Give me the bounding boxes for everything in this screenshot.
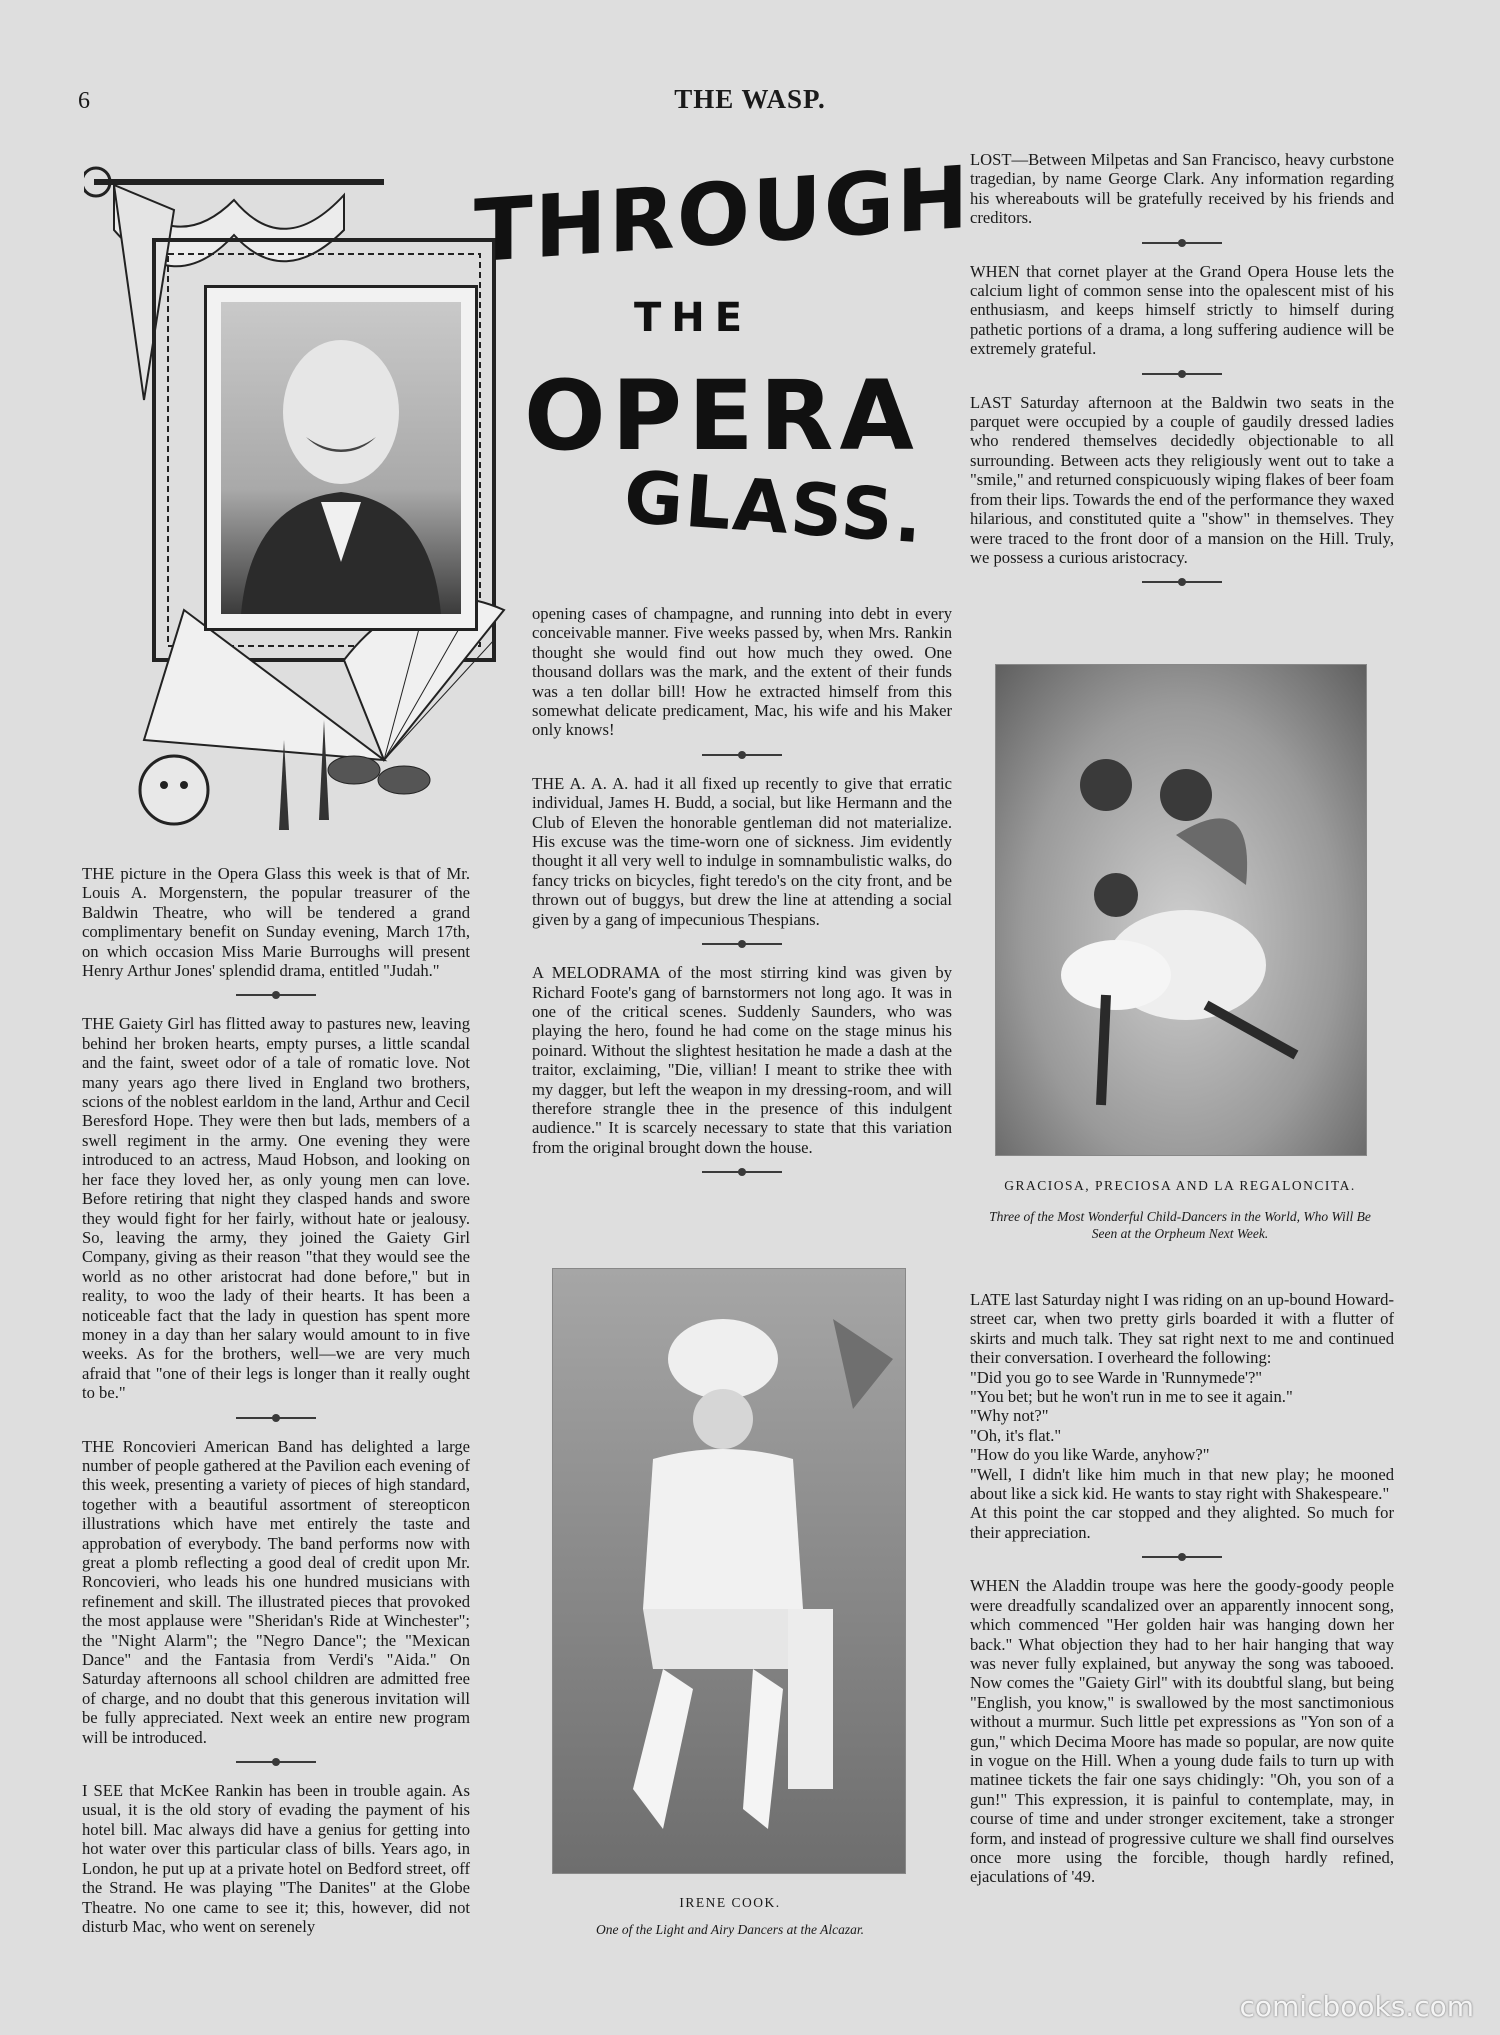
- dialogue-line: "Did you go to see Warde in 'Runnymede'?": [970, 1367, 1263, 1387]
- article-aladdin-troupe: [970, 1576, 1394, 1887]
- article-text: WHEN the Aladdin troupe was here the goody-goody people were dreadfully scandalized over an apparently innocent song, which commenced "Her golden hair was hanging down her back." What objection they had to her hair hanging that way was never fully explained, but anyway the song was tabooed. Now comes the "Gaiety Girl" with its doubtful slang, but being "English, you know," is swallowed by the most sanctimonious without a murmur. Such little pet expressions as "Yon son of a gun," which Decima Moore has made so popular, are now quite in vogue on the Hill. When a young dude fails to turn up with matinee tickets the fair one says chidingly: "Oh, you son of a gun!" This expression, it is painful to contemplate, may, in course of time and under stronger excitement, take a stronger form, and instead of progressive culture we shall find ourselves once more using the forcible, though hardly refined, ejaculations of '49.: [970, 1576, 1394, 1887]
- dancers-illustration: [996, 665, 1366, 1155]
- article-gaiety-girl: [82, 1014, 470, 1402]
- article-roncovieri-band: [82, 1437, 470, 1748]
- article-text: At this point the car stopped and they alighted. So much for their appreciation.: [970, 1503, 1394, 1542]
- title-glass: GLASS.: [621, 454, 928, 560]
- title-through: THROUGH: [474, 147, 971, 283]
- dancer-illustration: [553, 1269, 905, 1873]
- dialogue-line: "How do you like Warde, anyhow?": [970, 1445, 1210, 1465]
- article-text: LAST Saturday afternoon at the Baldwin two seats in the parquet were occupied by a couple of gaudily dressed ladies who rendered themselves decidedly objectionable to all surrounding. Between acts they religiously went out to take a "smile," and returned conspicuously wiping flakes of beer foam from their lips. Towards the end of the performance they waxed hilarious, and constituted quite a "show" in themselves. They were traced to the front door of a mansion on the Hill. Truly, we possess a curious aristocracy.: [970, 392, 1394, 567]
- caption-subtitle: One of the Light and Airy Dancers at the Alcazar.: [596, 1922, 864, 1937]
- caption-title: GRACIOSA, PRECIOSA AND LA REGALONCITA.: [1004, 1178, 1356, 1193]
- article-text: LATE last Saturday night I was riding on an up-bound Howard-street car, when two pretty girls boarded it with a flutter of skirts and much talk. They sat right next to me and continued their conversation. I overheard the following:: [970, 1290, 1394, 1368]
- divider: [1142, 581, 1222, 583]
- divider: [236, 1417, 316, 1419]
- article-lost: [970, 150, 1394, 228]
- article-mckee-rankin: [82, 1781, 470, 1936]
- column-right-top: [970, 150, 1394, 601]
- photo-irene-cook: [552, 1268, 906, 1874]
- divider: [702, 754, 782, 756]
- man-portrait-silhouette: [221, 302, 461, 614]
- page-number: 6: [78, 88, 90, 114]
- article-rankin-continued: [532, 604, 952, 740]
- photo-child-dancers: [995, 664, 1367, 1156]
- article-howard-street-car: [970, 1290, 1394, 1542]
- article-cornet-player: [970, 262, 1394, 359]
- column-left: [82, 864, 470, 1950]
- caption-dancers: [975, 1178, 1385, 1242]
- article-aaa-budd: [532, 774, 952, 929]
- dialogue-line: "You bet; but he won't run in me to see it again.": [970, 1387, 1293, 1407]
- article-morgenstern: [82, 864, 470, 980]
- divider: [1142, 242, 1222, 244]
- dialogue-line: "Oh, it's flat.": [970, 1425, 1062, 1445]
- article-text: THE picture in the Opera Glass this week is that of Mr. Louis A. Morgenstern, the popular treasurer of the Baldwin Theatre, who will be tendered a grand complimentary benefit on Sunday evening, March 17th, on which occasion Miss Marie Burroughs will present Henry Arthur Jones' splendid drama, entitled "Judah.": [82, 864, 470, 981]
- article-text: opening cases of champagne, and running into debt in every conceivable manner. Five weeks passed by, when Mrs. Rankin thought she would find out how much they owed. One thousand dollars was the mark, and the extent of their funds was a ten dollar bill! How he extracted himself from this somewhat delicate predicament, Mac, his wife and his Maker only knows!: [532, 604, 952, 740]
- title-the: THE: [634, 295, 753, 341]
- article-text: THE A. A. A. had it all fixed up recently to give that erratic individual, James H. Budd, a social, but like Hermann and the Club of Eleven the honorable gentleman did not materialize. His excuse was the time-worn one of sickness. Jim evidently thought it all very well to indulge in somnambulistic walks, do fancy tricks on bicycles, fight teredo's on the city front, and be thrown out of buggys, but drew the line at attending a social given by a gang of impecunious Thespians.: [532, 773, 952, 929]
- article-melodrama: [532, 963, 952, 1157]
- article-text: THE Gaiety Girl has flitted away to pastures new, leaving behind her broken hearts, empty purses, a little scandal and the faint, sweet odor of a tale of romatic love. Not many years ago there lived in England two brothers, scions of the noblest earldom in the land, Arthur and Cecil Beresford Hope. They were then but lads, members of a swell regiment in the army. One evening they were introduced to an actress, Maud Hobson, and looking on her face they loved her, as only young men can love. Before retiring that night they clasped hands and swore they would fight for her fairly, without hate or jealousy. So, leaving the army, they joined the Gaiety Girl Company, giving as their reason "that they would see the world as no other aristocrat had done before," but in reality, to woo the lady of their hearts. It has been a noticeable fact that the lady in question has spent more money in a day than her salary would amount to in five weeks. As for the brothers, well—we are very much afraid that "one of their legs is longer than it really ought to be.": [82, 1014, 470, 1403]
- portrait-frame: [204, 285, 478, 631]
- caption-irene: [530, 1895, 930, 1938]
- article-text: THE Roncovieri American Band has delighted a large number of people gathered at the Pavilion each evening of this week, presenting a variety of pieces of high standard, together with a beautiful assortment of stereopticon illustrations which have met entirely the taste and approbation of everybody. The band performs now with great a plomb reflecting a good deal of credit upon Mr. Roncovieri, who leads his one hundred musicians with refinement and skill. The illustrated pieces that provoked the most applause were "Sheridan's Ride at Winchester"; the "Night Alarm"; the "Negro Dance"; the "Mexican Dance" and the Fantasia from Verdi's "Aida." On Saturday afternoons all school children are admitted free of charge, and no doubt that this generous invitation will be fully appreciated. Next week an entire new program will be introduced.: [82, 1436, 470, 1747]
- dialogue-line: "Why not?": [970, 1406, 1049, 1426]
- title-opera: OPERA: [524, 360, 920, 472]
- dialogue-line: "Well, I didn't like him much in that new play; he mooned about like a sick kid. He wants to stay right with Shakespeare.": [970, 1464, 1394, 1504]
- caption-subtitle: Three of the Most Wonderful Child-Dancers in the World, Who Will Be Seen at the Orpheum Next Week.: [989, 1209, 1371, 1241]
- article-text: A MELODRAMA of the most stirring kind was given by Richard Foote's gang of barnstormers not long ago. It was in one of the critical scenes. Suddenly Saunders, who was playing the hero, found he had come on the stage minus his poinard. Without the slightest hesitation he made a dash at the traitor, exclaiming, "Die, villian! I meant to strike thee with my dagger, but left the weapon in my dressing-room, and will therefore strangle thee in the presence of this indulgent audience." It is scarcely necessary to state that this variation from the original brought down the house.: [532, 963, 952, 1157]
- divider: [1142, 373, 1222, 375]
- divider: [236, 994, 316, 996]
- article-baldwin-ladies: [970, 393, 1394, 568]
- article-text: I SEE that McKee Rankin has been in trouble again. As usual, it is the old story of evading the payment of his hotel bill. Mac always did have a genius for getting into hot water over this particular class of bills. Years ago, in London, he put up at a private hotel on Bedford street, off the Strand. He was playing "The Danites" at the Globe Theatre. No one came to see it; this, however, did not disturb Mac, who went on serenely: [82, 1781, 470, 1936]
- column-middle: [532, 604, 952, 1191]
- column-right-bottom: [970, 1290, 1394, 1901]
- divider: [702, 943, 782, 945]
- masthead: THE WASP.: [674, 84, 826, 114]
- portrait-photo-morgenstern: [221, 302, 461, 614]
- caption-title: IRENE COOK.: [679, 1895, 781, 1910]
- article-text: WHEN that cornet player at the Grand Opera House lets the calcium light of common sense into the opalescent mist of his enthusiasm, and keeps himself strictly to himself during pathetic portions of a drama, a long suffering audience will be extremely grateful.: [970, 261, 1394, 359]
- article-text: LOST—Between Milpetas and San Francisco, heavy curbstone tragedian, by name George Clark. Any information regarding his whereabouts will be gratefully received by his friends and creditors.: [970, 150, 1394, 228]
- divider: [236, 1761, 316, 1763]
- divider: [702, 1171, 782, 1173]
- divider: [1142, 1556, 1222, 1558]
- watermark: comicbooks.com: [1239, 1990, 1474, 2023]
